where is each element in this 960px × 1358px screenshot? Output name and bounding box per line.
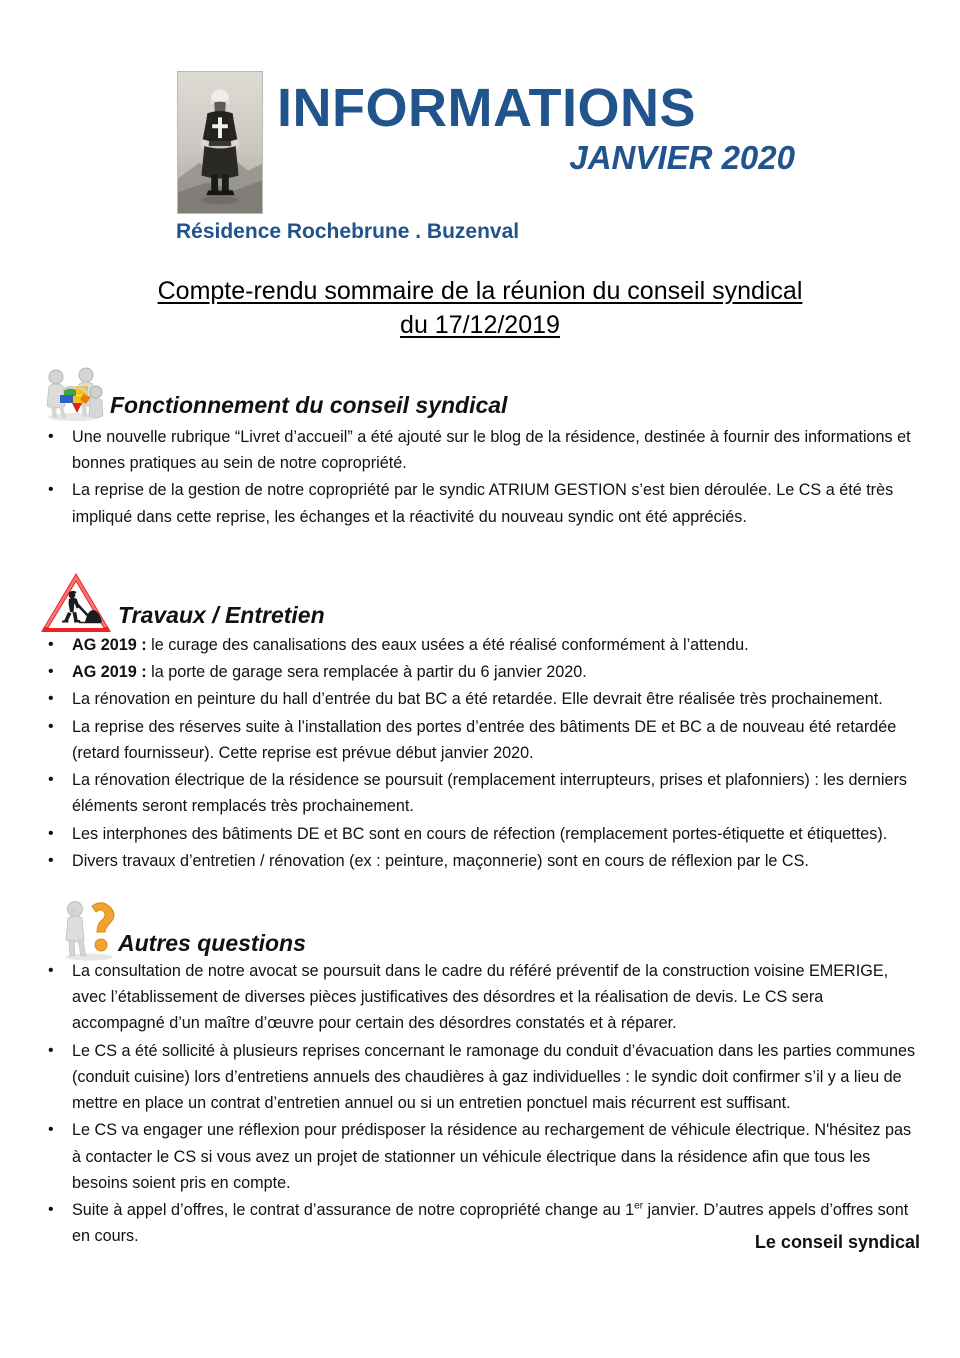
page-subtitle: JANVIER 2020 [569,138,795,176]
portrait-photo [177,71,263,214]
section-travaux [0,570,960,875]
section-header [0,570,960,632]
section-header [0,896,960,958]
masthead-text [277,80,877,177]
list-item: • AG 2019 : le curage des canalisations des eaux usées a été réalisé conformément à l’attendu. [0,632,920,658]
section-fonctionnement [0,362,960,531]
section-title: Travaux / Entretien [118,602,325,628]
section-body [0,958,960,1250]
section-title: Fonctionnement du conseil syndical [110,392,508,418]
bullet-list [0,958,920,1250]
section-body [0,632,960,874]
question-mark-person-icon [58,896,120,962]
list-item: • Le CS va engager une réflexion pour prédisposer la résidence au rechargement de véhicule électrique. N'hésitez pas à contacter le CS si vous avez un projet de stationner un véhicule électrique dans la résidence afin que tous les besoins soient pris en compte. [0,1117,920,1196]
list-item: • Les interphones des bâtiments DE et BC sont en cours de réfection (remplacement portes-étiquette et étiquettes). [0,821,920,847]
bullet-list [0,632,920,874]
page-title: INFORMATIONS [277,78,696,138]
list-item: • La consultation de notre avocat se poursuit dans le cadre du référé préventif de la construction voisine EMERIGE, avec l’établissement de diverses pièces justificatives des désordres et la réalisation de devis. Le CS sera accompagné d’un maître d’œuvre pour certain des désordres constatés et à réparer. [0,958,920,1037]
list-item: • La reprise des réserves suite à l’installation des portes d’entrée des bâtiments DE et BC a de nouveau été retardée (retard fournisseur). Cette reprise est prévue début janvier 2020. [0,714,920,766]
list-item: • Le CS a été sollicité à plusieurs reprises concernant le ramonage du conduit d’évacuation dans les parties communes (conduit cuisine) lors d’entretiens annuels des chaudières à gaz individuelles : le syndic doit confirmer s’il y a lieu de mettre en place un contrat d’entretien annuel ou si un entretien ponctuel mais récurrent est suffisant. [0,1038,920,1117]
document-title [0,275,960,343]
list-item: • Une nouvelle rubrique “Livret d’accueil” a été ajouté sur le blog de la résidence, destinée à fournir des informations et bonnes pratiques au sein de notre copropriété. [0,424,920,476]
list-item: • AG 2019 : la porte de garage sera remplacée à partir du 6 janvier 2020. [0,659,920,685]
residence-name: Résidence Rochebrune . Buzenval [176,220,520,243]
bullet-list [0,424,920,530]
roadworks-warning-icon [38,570,114,636]
list-item: • Suite à appel d’offres, le contrat d’assurance de notre copropriété change au 1er janvier. D’autres appels d’offres sont en cours. [0,1197,920,1249]
section-autres-questions [0,896,960,1251]
list-item: • Divers travaux d’entretien / rénovation (ex : peinture, maçonnerie) sont en cours de réflexion par le CS. [0,848,920,874]
document-title-line2: du 17/12/2019 [400,310,560,339]
section-title: Autres questions [118,930,306,956]
teamwork-puzzle-icon [42,362,106,422]
masthead [0,0,960,243]
section-body [0,424,960,530]
section-header [0,362,960,424]
signature: Le conseil syndical [754,1232,920,1252]
list-item: • La rénovation en peinture du hall d’entrée du bat BC a été retardée. Elle devrait être réalisée très prochainement. [0,686,920,712]
list-item: • La reprise de la gestion de notre copropriété par le syndic ATRIUM GESTION s’est bien déroulée. Le CS a été très impliqué dans cette reprise, les échanges et la réactivité du nouveau syndic ont été appréciés. [0,477,920,529]
zouave-portrait-icon [178,72,262,213]
document-title-line1: Compte-rendu sommaire de la réunion du conseil syndical [157,277,803,305]
list-item: • La rénovation électrique de la résidence se poursuit (remplacement interrupteurs, prises et plafonniers) : les derniers éléments seront remplacés très prochainement. [0,767,920,819]
